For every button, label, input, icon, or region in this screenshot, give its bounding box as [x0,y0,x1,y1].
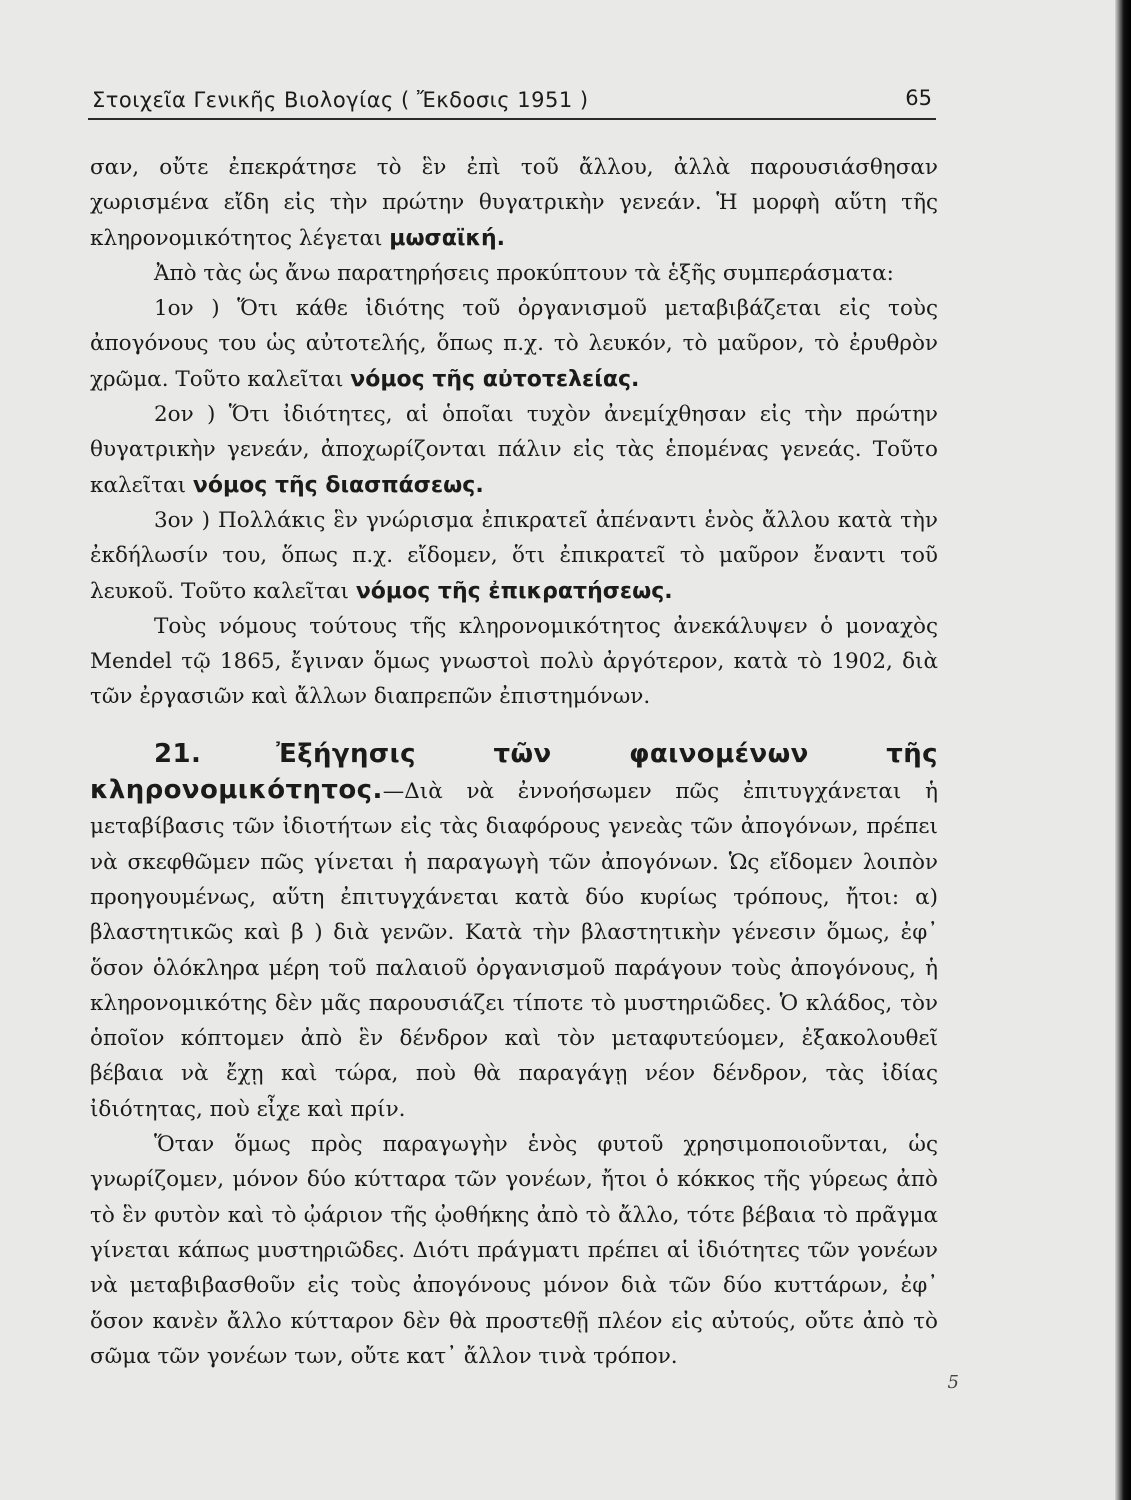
paragraph [90,609,938,715]
signature-mark: 5 [947,1372,959,1393]
paragraph-text: 2ον ) Ὅτι ἰδιότητες, αἱ ὁποῖαι τυχὸν ἀνεμίχθησαν εἰς τὴν πρώτην θυγατρικὴν γενεάν, ἀποχωρίζονται πάλιν εἰς τὰς ἑπομένας γενεάς. Τοῦτο καλεῖται [90,402,938,498]
running-header [88,82,936,120]
section-number: 21. [154,738,202,769]
section-title: Ἐξήγησις τῶν φαινομένων τῆς κληρονομικότητος. [90,738,938,806]
paragraph [90,256,938,291]
paragraph-text: Ἀπὸ τὰς ὡς ἄνω παρατηρήσεις προκύπτουν τὰ ἑξῆς συμπεράσματα: [154,260,894,286]
page-body [90,150,938,1374]
bold-term: νόμος τῆς διασπάσεως. [192,472,484,498]
paragraph-text: 3ον ) Πολλάκις ἓν γνώρισμα ἐπικρατεῖ ἀπέναντι ἑνὸς ἄλλου κατὰ τὴν ἐκδήλωσίν του, ὅπως π.χ. εἴδομεν, ὅτι ἐπικρατεῖ τὸ μαῦρον ἔναντι τοῦ λευκοῦ. Τοῦτο καλεῖται [90,507,938,604]
bold-term: νόμος τῆς ἐπικρατήσεως. [355,578,673,604]
scan-edge-shadow [1115,0,1131,1500]
paragraph-text: Ὅταν ὅμως πρὸς παραγωγὴν ἑνὸς φυτοῦ χρησιμοποιοῦνται, ὡς γνωρίζομεν, μόνον δύο κύτταρα τῶν γονέων, ἤτοι ὁ κόκκος τῆς γύρεως ἀπὸ τὸ ἓν φυτὸν καὶ τὸ ᾠάριον τῆς ᾠοθήκης ἀπὸ τὸ ἄλλο, τότε βέβαια τὸ πρᾶγμα γίνεται κάπως μυστηριῶδες. Διότι πράγματι πρέπει αἱ ἰδιότητες τῶν γονέων νὰ μεταβιβασθοῦν εἰς τοὺς ἀπογόνους μόνον διὰ τῶν δύο κυττάρων, ἐφ᾽ ὅσον κανὲν ἄλλο κύτταρον δὲν θὰ προστεθῇ πλέον εἰς αὐτούς, οὔτε ἀπὸ τὸ σῶμα τῶν γονέων των, οὔτε κατ᾽ ἄλλον τινὰ τρόπον. [90,1132,938,1369]
paragraph [90,150,938,256]
page-number: 65 [905,86,932,110]
bold-term: νόμος τῆς αὐτοτελείας. [350,366,640,392]
section-text: —Διὰ νὰ ἐννοήσωμεν πῶς ἐπιτυγχάνεται ἡ μεταβίβασις τῶν ἰδιοτήτων εἰς τὰς διαφόρους γενεὰς τῶν ἀπογόνων, πρέπει νὰ σκεφθῶμεν πῶς γίνεται ἡ παραγωγὴ τῶν ἀπογόνων. Ὡς εἴδομεν λοιπὸν προηγουμένως, αὕτη ἐπιτυγχάνεται κατὰ δύο κυρίως τρόπους, ἤτοι: α) βλαστητικῶς καὶ β ) διὰ γενῶν. Κατὰ τὴν βλαστητικὴν γένεσιν ὅμως, ἐφ᾽ ὅσον ὁλόκληρα μέρη τοῦ παλαιοῦ ὀργανισμοῦ παράγουν τοὺς ἀπογόνους, ἡ κληρονομικότης δὲν μᾶς παρουσιάζει τίποτε τὸ μυστηριῶδες. Ὁ κλάδος, τὸν ὁποῖον κόπτομεν ἀπὸ ἓν δένδρον καὶ τὸν μεταφυτεύομεν, ἐξακολουθεῖ βέβαια νὰ ἔχῃ καὶ τώρα, ποὺ θὰ παραγάγῃ νέον δένδρον, τὰς ἰδίας ἰδιότητας, ποὺ εἶχε καὶ πρίν. [90,779,938,1122]
paragraph [90,397,938,503]
paragraph [90,1127,938,1374]
running-title: Στοιχεῖα Γενικῆς Βιολογίας ( Ἔκδοσις 1951 ) [92,88,589,112]
paragraph [90,291,938,397]
paragraph-text: σαν, οὔτε ἐπεκράτησε τὸ ἓν ἐπὶ τοῦ ἄλλου, ἀλλὰ παρουσιάσθησαν χωρισμένα εἴδη εἰς τὴν πρώτην θυγατρικὴν γενεάν. Ἡ μορφὴ αὕτη τῆς κληρονομικότητος λέγεται [90,155,938,251]
paragraph [90,503,938,609]
paragraph-text: 1ον ) Ὅτι κάθε ἰδιότης τοῦ ὀργανισμοῦ μεταβιβάζεται εἰς τοὺς ἀπογόνους του ὡς αὐτοτελής, ὅπως π.χ. τὸ λευκόν, τὸ μαῦρον, τὸ ἐρυθρὸν χρῶμα. Τοῦτο καλεῖται [90,296,938,392]
section-paragraph [90,737,938,1127]
paragraph-text: Τοὺς νόμους τούτους τῆς κληρονομικότητος ἀνεκάλυψεν ὁ μοναχὸς Mendel τῷ 1865, ἔγιναν ὅμως γνωστοὶ πολὺ ἀργότερον, κατὰ τὸ 1902, διὰ τῶν ἐργασιῶν καὶ ἄλλων διαπρεπῶν ἐπιστημόνων. [90,613,938,710]
bold-term: μωσαϊκή. [389,225,506,251]
